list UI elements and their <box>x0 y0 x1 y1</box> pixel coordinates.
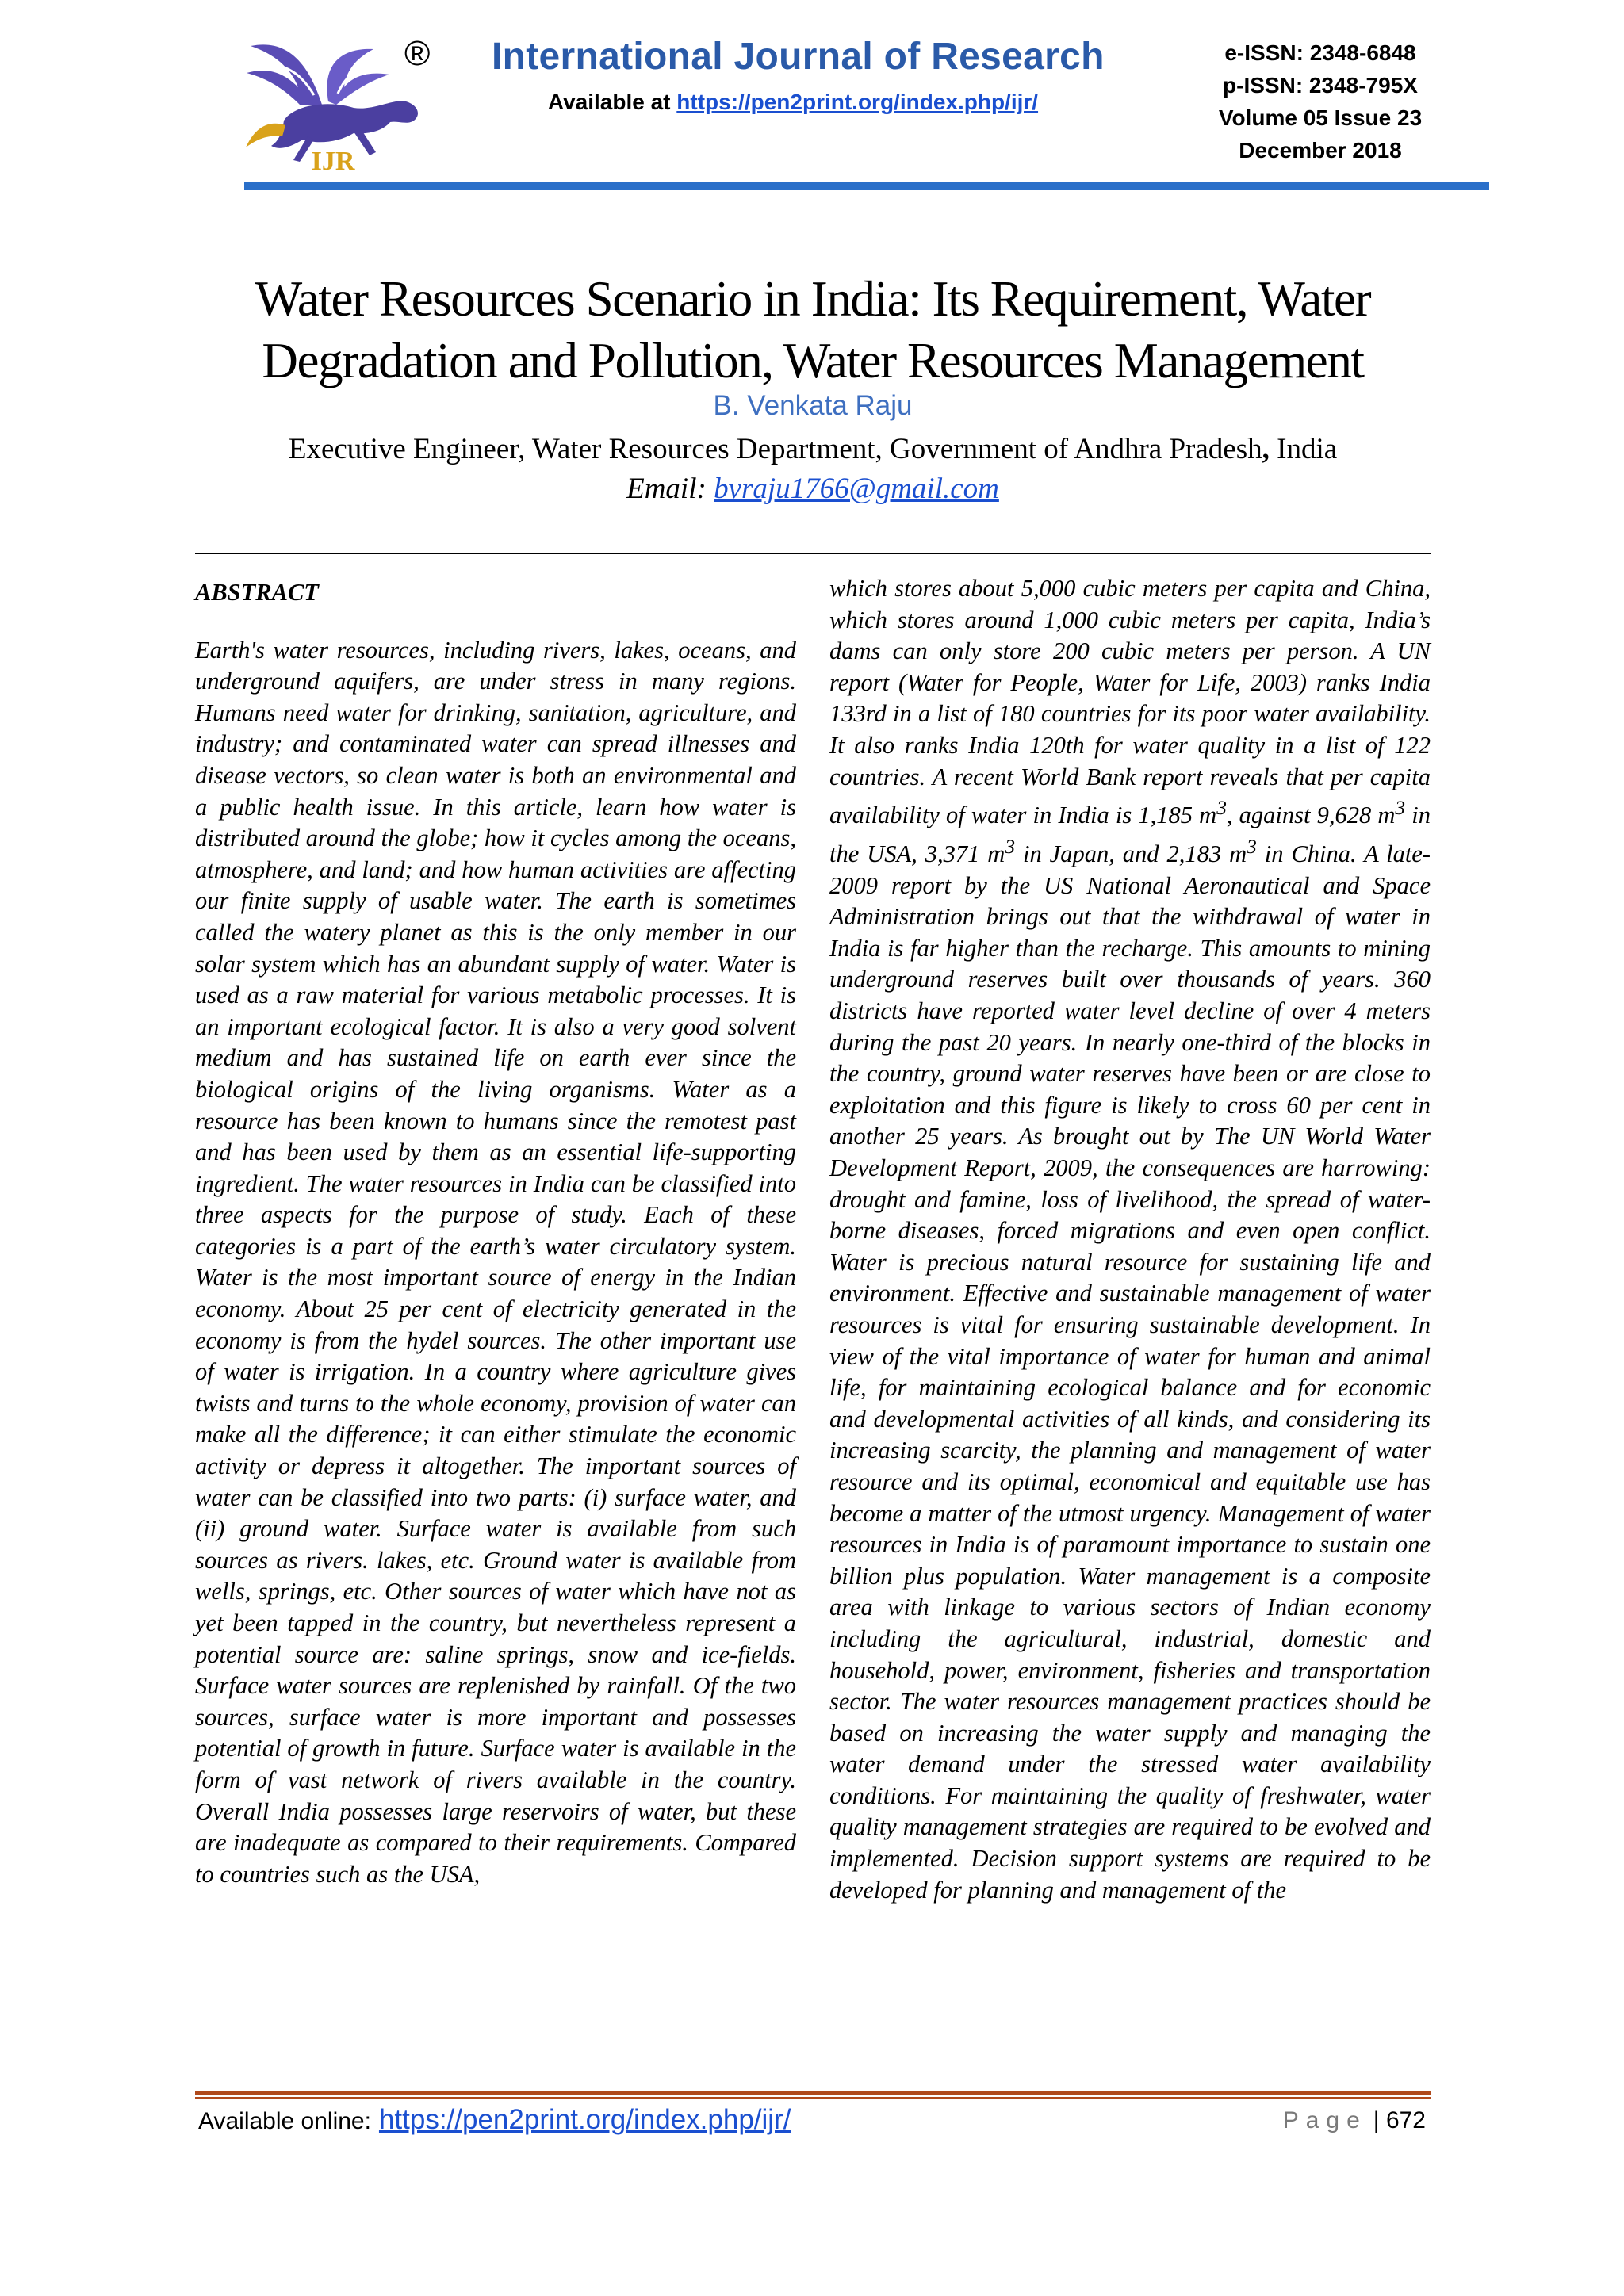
svg-text:®: ® <box>404 34 431 73</box>
issn-block <box>1170 36 1471 166</box>
footer-availability <box>198 2104 791 2136</box>
superscript-cubed: 3 <box>1395 797 1406 820</box>
footer-divider-thick <box>195 2091 1431 2095</box>
pissn: p-ISSN: 2348-795X <box>1223 73 1418 98</box>
footer-available-label: Available online: <box>198 2108 371 2134</box>
superscript-cubed: 3 <box>1216 797 1227 820</box>
svg-text:IJR: IJR <box>311 147 355 174</box>
eissn: e-ISSN: 2348-6848 <box>1224 40 1416 65</box>
footer-divider-thin <box>195 2097 1431 2099</box>
affiliation-country: India <box>1269 433 1338 465</box>
abstract-text-right: which stores about 5,000 cubic meters per capita and China, which stores around 1,000 cubic meters per capita, India’s dams can only store 200 cubic meters per person. A UN report (Water for People, Water for Life, 2003) ranks India 133rd in a list of 180 countries for its poor water availability. It also ranks India 120th for water quality in a list of 122 countries. A recent World Bank report reveals that per capita availability of water in India is 1,185 $m^3$, against 9,628 $m^3$ in the USA, 3,371 $m^3$ in Japan, and 2,183 $m^3$ in China. A late-2009 report by the US National Aeronautical and Space Administration brings out that the withdrawal of water in India is far higher than the recharge. This amounts to mining underground reserves built over thousands of years. 360 districts have reported water level decline of over 4 meters during the past 20 years. In nearly one-third of the blocks in the country, ground water reserves have been or are close to exploitation and this figure is likely to cross 60 per cent in another 25 years. As brought out by The UN World Water Development Report, 2009, the consequences are harrowing: drought and famine, loss of livelihood, the spread of water-borne diseases, forced migrations and even open conflict. Water is precious natural resource for sustaining life and environment. Effective and sustainable management of water resources is vital for ensuring sustainable development. In view of the vital importance of water for human and animal life, for maintaining ecological balance and for economic and developmental activities of all kinds, and considering its increasing scarcity, the planning and management of water resource and its optimal, economical and equitable use has become a matter of the utmost urgency. Management of water resources in India is of paramount importance to sustain one billion plus population. Water management is a composite area with linkage to various sectors of Indian economy including the agricultural, industrial, domestic and household, power, environment, fisheries and transportation sector. The water resources management practices should be based on increasing the water supply and managing the water demand under the stressed water availability conditions. For maintaining the quality of freshwater, water quality management strategies are required to be evolved and implemented. Decision support systems are required to be developed for planning and management of the <box>829 575 1431 1904</box>
journal-logo <box>235 32 436 174</box>
paper-title <box>182 268 1443 392</box>
email-link[interactable]: bvraju1766@gmail.com <box>714 473 999 505</box>
abstract-text-left: Earth's water resources, including rivers, lakes, oceans, and underground aquifers, are under stress in many regions. Humans need water for drinking, sanitation, agriculture, and industry; and contaminated water can spread illnesses and disease vectors, so clean water is both an environmental and a public health issue. In this article, learn how water is distributed around the globe; how it cycles among the oceans, atmosphere, and land; and how human activities are affecting our finite supply of usable water. The earth is sometimes called the watery planet as this is the only member in our solar system which has an abundant supply of water. Water is used as a raw material for various metabolic processes. It is an important ecological factor. It is also a very good solvent medium and has sustained life on earth ever since the biological origins of the living organisms. Water as a resource has been known to humans since the remotest past and has been used by them as an essential life-supporting ingredient. The water resources in India can be classified into three aspects for the purpose of study. Each of these categories is a part of the earth’s water circulatory system. Water is the most important source of energy in the Indian economy. About 25 per cent of electricity generated in the economy is from the hydel sources. The other important use of water is irrigation. In a country where agriculture gives twists and turns to the whole economy, provision of water can make all the difference; it can either stimulate the economic activity or depress it altogether. The important sources of water can be classified into two parts: (i) surface water, and (ii) ground water. Surface water is available from such sources as rivers. lakes, etc. Ground water is available from wells, springs, etc. Other sources of water which have not as yet been tapped in the country, but nevertheless represent a potential source are: saline springs, snow and ice-fields. Surface water sources are replenished by rainfall. Of the two sources, surface water is more important and possesses potential of growth in future. Surface water is available in the form of vast network of rivers available in the country. Overall India possesses large reservoirs of water, but these are inadequate as compared to their requirements. Compared to countries such as the USA, <box>195 636 796 1888</box>
superscript-cubed: 3 <box>1247 835 1257 858</box>
journal-title: International Journal of Research <box>492 36 1105 78</box>
available-label: Available at <box>547 90 677 114</box>
paper-title-line-2: Degradation and Pollution, Water Resources Management <box>262 333 1364 388</box>
author-name: B. Venkata Raju <box>713 390 913 421</box>
journal-availability <box>492 90 1094 115</box>
affiliation-text: Executive Engineer, Water Resources Department, Government of Andhra Pradesh <box>288 433 1262 465</box>
journal-url-link[interactable]: https://pen2print.org/index.php/ijr/ <box>676 90 1039 114</box>
author-affiliation <box>143 432 1483 466</box>
page-label: Page <box>1282 2107 1367 2133</box>
email-label: Email: <box>626 473 714 505</box>
volume-issue: Volume 05 Issue 23 <box>1218 105 1423 130</box>
winged-horse-logo-icon <box>235 32 436 174</box>
abstract-heading: ABSTRACT <box>195 579 319 606</box>
issue-date: December 2018 <box>1239 138 1402 163</box>
affiliation-comma: , <box>1262 433 1270 465</box>
footer-url-link[interactable]: https://pen2print.org/index.php/ijr/ <box>378 2104 791 2135</box>
author-email <box>182 472 1443 506</box>
page-number-block <box>1283 2107 1426 2134</box>
left-column <box>195 573 796 1890</box>
title-divider <box>195 553 1431 554</box>
header-divider <box>244 182 1489 190</box>
right-column <box>829 573 1431 1906</box>
superscript-cubed: 3 <box>1005 835 1016 858</box>
page-number: 672 <box>1385 2107 1426 2133</box>
page-separator: | <box>1373 2107 1380 2133</box>
paper-title-line-1: Water Resources Scenario in India: Its Requirement, Water <box>255 271 1371 327</box>
